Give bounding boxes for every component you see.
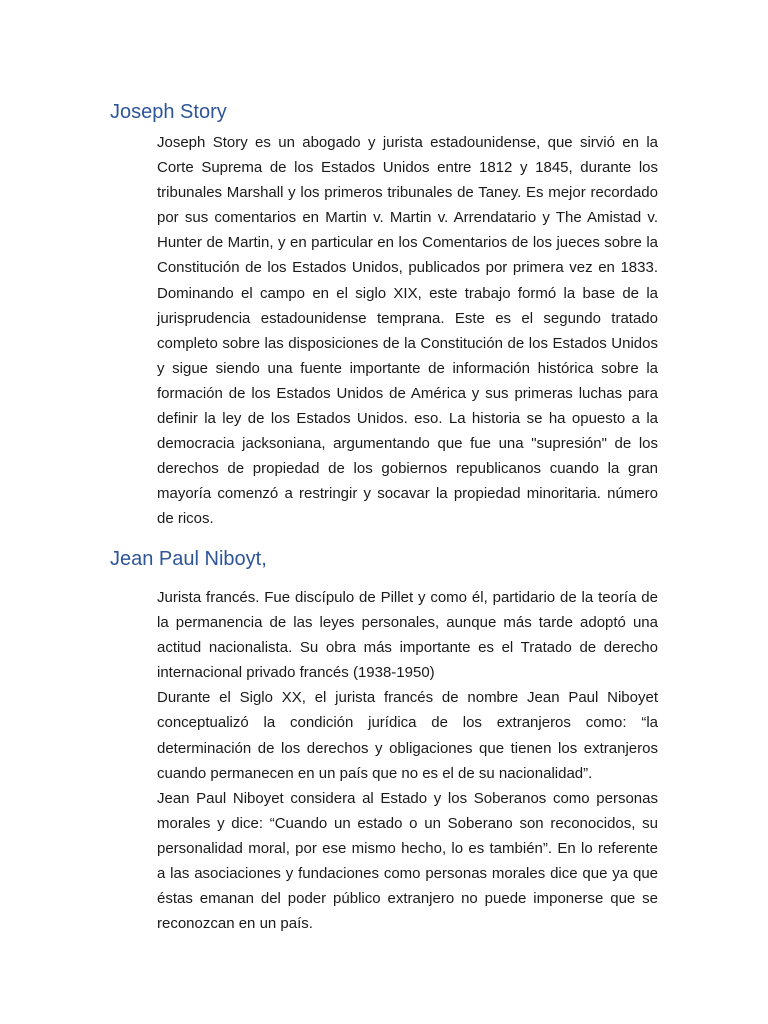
section-heading-jean-paul-niboyt: Jean Paul Niboyt, bbox=[110, 548, 267, 570]
paragraph: Jurista francés. Fue discípulo de Pillet y como él, partidario de la teoría de la permanencia de las leyes personales, aunque más tarde adoptó una actitud nacionalista. Su obra más importante es el Tratado de derecho internacional privado francés (1938-1950) bbox=[157, 589, 658, 682]
paragraph: Durante el Siglo XX, el jurista francés de nombre Jean Paul Niboyet conceptualizó la condición jurídica de los extranjeros como: “la determinación de los derechos y obligaciones que tienen los extranjeros cuando permanecen en un país que no es el de su nacionalidad”. bbox=[157, 689, 658, 782]
paragraph: Jean Paul Niboyet considera al Estado y los Soberanos como personas morales y dice: “Cuando un estado o un Soberano son reconocidos, su personalidad moral, por ese mismo hecho, lo es también”. En lo referente a las asociaciones y fundaciones como personas morales dice que ya que éstas emanan del poder público extranjero no puede imponerse que se reconozcan en un país. bbox=[157, 789, 658, 933]
section-body-jean-paul-niboyt bbox=[157, 585, 658, 936]
section-body-joseph-story bbox=[157, 130, 658, 532]
section-heading-joseph-story: Joseph Story bbox=[110, 101, 227, 123]
paragraph: Joseph Story es un abogado y jurista estadounidense, que sirvió en la Corte Suprema de los Estados Unidos entre 1812 y 1845, durante los tribunales Marshall y los primeros tribunales de Taney. Es mejor recordado por sus comentarios en Martin v. Martin v. Arrendatario y The Amistad v. Hunter de Martin, y en particular en los Comentarios de los jueces sobre la Constitución de los Estados Unidos, publicados por primera vez en 1833. Dominando el campo en el siglo XIX, este trabajo formó la base de la jurisprudencia estadounidense temprana. Este es el segundo tratado completo sobre las disposiciones de la Constitución de los Estados Unidos y sigue siendo una fuente importante de información histórica sobre la formación de los Estados Unidos de América y sus primeras luchas para definir la ley de los Estados Unidos. eso. La historia se ha opuesto a la democracia jacksoniana, argumentando que fue una "supresión" de los derechos de propiedad de los gobiernos republicanos cuando la gran mayoría comenzó a restringir y socavar la propiedad minoritaria. número de ricos. bbox=[157, 134, 658, 528]
